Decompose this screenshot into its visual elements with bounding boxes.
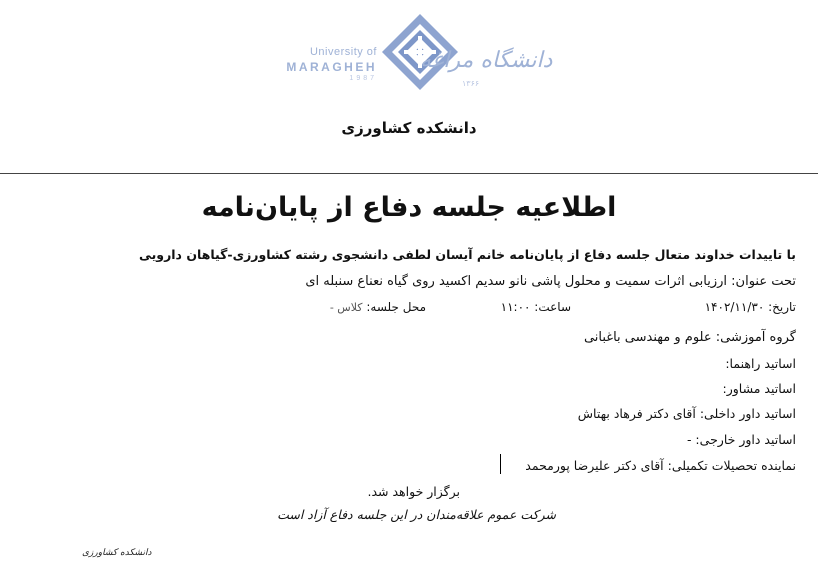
advisors: اساتید مشاور: <box>722 381 796 396</box>
session-place-value: کلاس - <box>329 301 363 314</box>
logo-en-line1: University of <box>309 46 377 58</box>
graduate-representative: نماینده تحصیلات تکمیلی: آقای دکتر علیرضا پورمحمد <box>525 458 796 473</box>
text-cursor <box>500 454 501 474</box>
will-be-held-text: برگزار خواهد شد. <box>367 484 460 499</box>
session-time: ساعت: ۱۱:۰۰ <box>500 300 571 314</box>
external-examiners: اساتید داور خارجی: - <box>686 432 796 447</box>
header-divider <box>0 173 818 174</box>
internal-examiners: اساتید داور داخلی: آقای دکتر فرهاد بهتاش <box>577 406 796 421</box>
session-place-label: محل جلسه: <box>366 300 426 314</box>
announcement-title: اطلاعیه جلسه دفاع از پایان‌نامه <box>201 192 617 223</box>
session-place <box>330 300 426 314</box>
logo-persian-name: دانشگاه مراغه <box>420 48 553 73</box>
logo-en-line2: MARAGHEH <box>286 60 377 74</box>
session-date: تاریخ: ۱۴۰۲/۱۱/۳۰ <box>704 300 796 314</box>
faculty-heading: دانشکده کشاورزی <box>341 119 477 137</box>
logo-persian-year: ۱۳۶۶ <box>462 79 480 88</box>
session-meta <box>196 300 796 318</box>
supervisors: اساتید راهنما: <box>725 356 796 371</box>
faculty-signature: دانشکده کشاورزی <box>82 548 152 558</box>
department: گروه آموزشی: علوم و مهندسی باغبانی <box>583 330 796 345</box>
logo-english-text <box>282 46 377 82</box>
intro-text: با تاییدات خداوند متعال جلسه دفاع از پایان‌نامه خانم آیسان لطفی دانشجوی رشته کشاورزی-گیاهان دارویی <box>138 247 796 262</box>
logo-en-year: 1987 <box>349 75 377 82</box>
thesis-topic: تحت عنوان: ارزیابی اثرات سمیت و محلول پاشی نانو سدیم اکسید روی گیاه نعناع سنبله ای <box>305 274 796 289</box>
public-invitation: شرکت عموم علاقه‌مندان در این جلسه دفاع آزاد است <box>277 507 556 522</box>
